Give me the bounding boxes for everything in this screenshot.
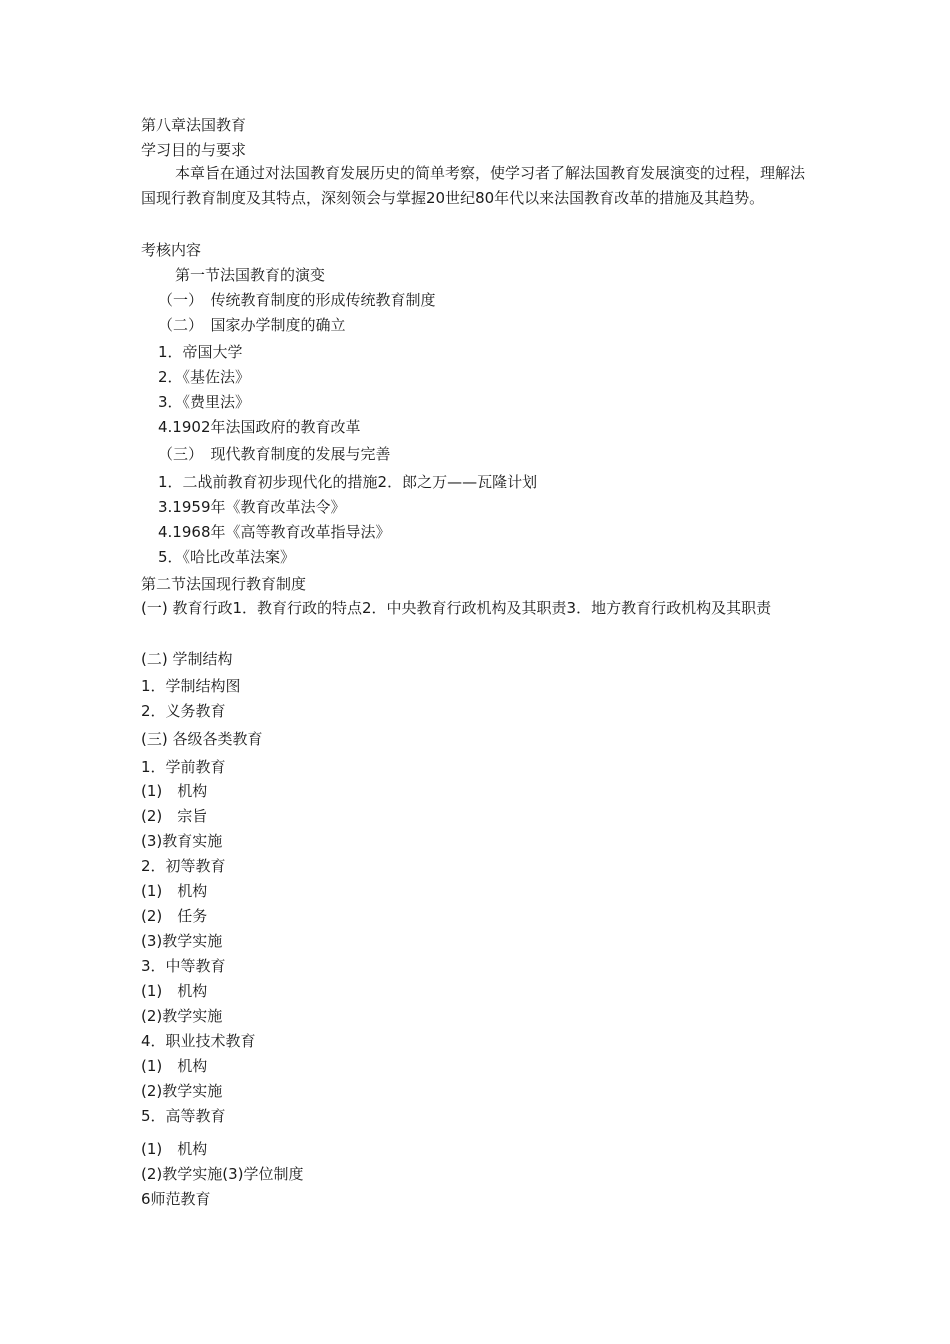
list-item: 4.1968年《高等教育改革指导法》 (158, 523, 391, 541)
list-item: (2)教学实施 (141, 1007, 223, 1025)
list-item: (2) 任务 (141, 907, 208, 925)
list-item: 4．职业技术教育 (141, 1032, 256, 1050)
list-item: （三） 现代教育制度的发展与完善 (158, 445, 391, 463)
section2-title: 第二节法国现行教育制度 (141, 575, 307, 593)
list-item: 2．义务教育 (141, 702, 226, 720)
list-item: (3)教学实施 (141, 932, 223, 950)
list-item: 3.1959年《教育改革法令》 (158, 498, 346, 516)
objectives-paragraph: 本章旨在通过对法国教育发展历史的简单考察，使学习者了解法国教育发展演变的过程，理解法国现行教育制度及其特点，深刻领会与掌握20世纪80年代以来法国教育改革的措施及其趋势。 (141, 164, 806, 207)
list-item: (1) 机构 (141, 782, 208, 800)
list-item: （一） 传统教育制度的形成传统教育制度 (158, 291, 436, 309)
list-item: (二) 学制结构 (141, 650, 233, 668)
list-item: 3．中等教育 (141, 957, 226, 975)
list-item: (三) 各级各类教育 (141, 730, 263, 748)
list-item: 1．学前教育 (141, 758, 226, 776)
list-item: 6师范教育 (141, 1190, 211, 1208)
chapter-title: 第八章法国教育 (141, 116, 247, 134)
list-item: 1．学制结构图 (141, 677, 241, 695)
list-item: (1) 机构 (141, 882, 208, 900)
list-item: 4.1902年法国政府的教育改革 (158, 418, 361, 436)
list-item: 3．《费里法》 (158, 393, 251, 411)
list-item: 2．《基佐法》 (158, 368, 251, 386)
objectives-heading: 学习目的与要求 (141, 141, 247, 159)
list-item: (3)教育实施 (141, 832, 223, 850)
list-item: (2)教学实施 (141, 1082, 223, 1100)
list-item: 5．高等教育 (141, 1107, 226, 1125)
list-item: 1．帝国大学 (158, 343, 243, 361)
list-item: (1) 机构 (141, 1057, 208, 1075)
list-item: (2) 宗旨 (141, 807, 208, 825)
section1-title: 第一节法国教育的演变 (175, 266, 326, 284)
list-item: 1．二战前教育初步现代化的措施2．郎之万——瓦隆计划 (158, 473, 538, 491)
list-item: (1) 机构 (141, 1140, 208, 1158)
list-item: (1) 机构 (141, 982, 208, 1000)
section2-admin: (一) 教育行政1．教育行政的特点2．中央教育行政机构及其职责3．地方教育行政机构及其职责 (141, 599, 772, 617)
assessment-heading: 考核内容 (141, 241, 202, 259)
list-item: 5．《哈比改革法案》 (158, 548, 296, 566)
list-item: (2)教学实施(3)学位制度 (141, 1165, 304, 1183)
list-item: （二） 国家办学制度的确立 (158, 316, 346, 334)
list-item: 2．初等教育 (141, 857, 226, 875)
